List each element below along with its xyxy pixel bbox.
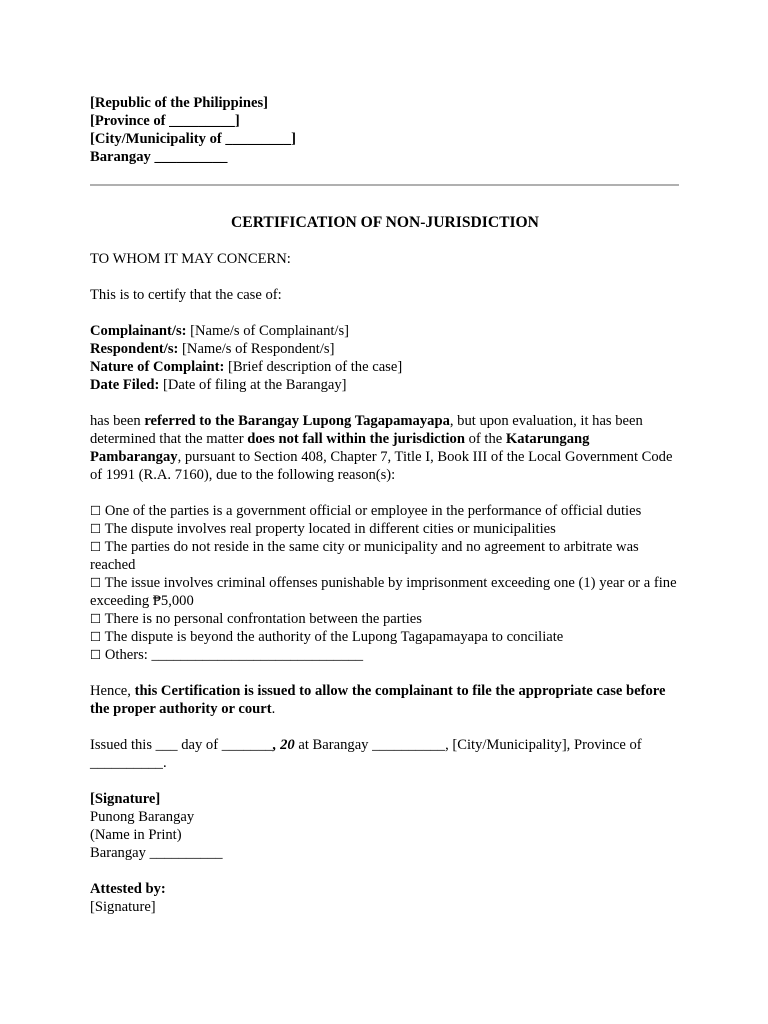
reasons-list xyxy=(90,502,680,664)
signatory-position: Punong Barangay xyxy=(90,809,195,825)
reason-item: ☐ The issue involves criminal offenses punishable by imprisonment exceeding one (1) year or a fine exceeding ₱5,000 xyxy=(90,575,677,609)
checkbox-icon[interactable]: ☐ xyxy=(90,647,102,662)
checkbox-icon[interactable]: ☐ xyxy=(90,611,102,626)
reason-item: ☐ The dispute involves real property located in different cities or municipalities xyxy=(90,521,556,537)
reason-item-others: ☐ Others: _____________________________ xyxy=(90,647,364,663)
nature-label: Nature of Complaint: xyxy=(90,359,225,375)
checkbox-icon[interactable]: ☐ xyxy=(90,575,102,590)
respondent-label: Respondent/s: xyxy=(90,341,179,357)
nature-value: [Brief description of the case] xyxy=(224,359,403,375)
letterhead-country: [Republic of the Philippines] xyxy=(90,95,268,111)
checkbox-icon[interactable]: ☐ xyxy=(90,521,102,536)
reason-item: ☐ There is no personal confrontation between the parties xyxy=(90,611,422,627)
body-paragraph: has been referred to the Barangay Lupong Tagapamayapa, but upon evaluation, it has been determined that the matter does not fall within the jurisdiction of the Katarungang Pambarangay, pursuant to Section 408, Chapter 7, Title I, Book III of the Local Government Code of 1991 (R.A. 7160), due to the following reason(s): xyxy=(90,413,673,483)
intro-text: This is to certify that the case of: xyxy=(90,287,282,303)
signatory-name: (Name in Print) xyxy=(90,827,182,843)
nature-row xyxy=(90,358,680,376)
attestation-block xyxy=(90,880,680,916)
signatory-barangay: Barangay __________ xyxy=(90,845,223,861)
checkbox-icon[interactable]: ☐ xyxy=(90,629,102,644)
reason-item: ☐ The dispute is beyond the authority of the Lupong Tagapamayapa to conciliate xyxy=(90,629,564,645)
case-details xyxy=(90,322,680,394)
signatory-block xyxy=(90,790,680,862)
letterhead-city: [City/Municipality of _________] xyxy=(90,131,296,147)
checkbox-icon[interactable]: ☐ xyxy=(90,539,102,554)
letterhead-province: [Province of _________] xyxy=(90,113,240,129)
certificate-document xyxy=(90,94,680,916)
date-filed-value: [Date of filing at the Barangay] xyxy=(159,377,347,393)
document-title: CERTIFICATION OF NON-JURISDICTION xyxy=(231,214,539,231)
respondent-value: [Name/s of Respondent/s] xyxy=(178,341,335,357)
reason-item: ☐ One of the parties is a government official or employee in the performance of official duties xyxy=(90,503,642,519)
attested-by-label: Attested by: xyxy=(90,881,166,897)
date-filed-label: Date Filed: xyxy=(90,377,160,393)
salutation: TO WHOM IT MAY CONCERN: xyxy=(90,251,291,267)
respondent-row xyxy=(90,340,680,358)
signature-placeholder: [Signature] xyxy=(90,791,161,807)
hence-paragraph: Hence, this Certification is issued to allow the complainant to file the appropriate case before the proper authority or court. xyxy=(90,683,666,717)
issued-paragraph: Issued this ___ day of _______, 20 at Barangay __________, [City/Municipality], Province of __________. xyxy=(90,737,642,771)
attestation-signature: [Signature] xyxy=(90,899,156,915)
complainant-row xyxy=(90,322,680,340)
date-filed-row xyxy=(90,376,680,394)
letterhead xyxy=(90,94,680,166)
complainant-label: Complainant/s: xyxy=(90,323,187,339)
complainant-value: [Name/s of Complainant/s] xyxy=(186,323,350,339)
header-divider xyxy=(90,184,679,186)
checkbox-icon[interactable]: ☐ xyxy=(90,503,102,518)
letterhead-barangay: Barangay __________ xyxy=(90,149,228,165)
reason-item: ☐ The parties do not reside in the same city or municipality and no agreement to arbitrate was reached xyxy=(90,539,639,573)
